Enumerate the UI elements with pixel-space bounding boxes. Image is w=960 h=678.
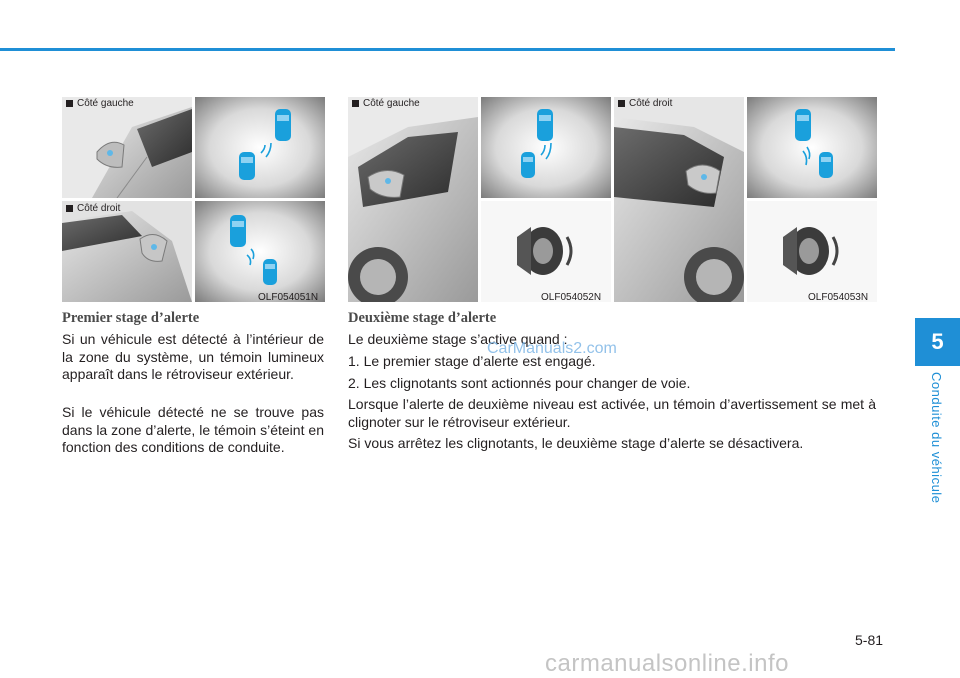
speaker-image-right: [747, 201, 877, 302]
figure-caption: Côté droit: [618, 98, 672, 109]
list-item: 1. Le premier stage d’alerte est engagé.: [348, 353, 596, 369]
mirror-illustration: [62, 97, 192, 198]
speaker-image-left: [481, 201, 611, 302]
detection-diagram-left: [195, 97, 325, 198]
paragraph: Si un véhicule est détecté à l’intérieur de la zone du système, un témoin lumineux apparaît dans le rétroviseur extérieur.: [62, 331, 324, 382]
paragraph: Si vous arrêtez les clignotants, le deuxième stage d’alerte se désactivera.: [348, 435, 804, 451]
vehicle-icon: [537, 109, 553, 141]
figure-code: OLF054053N: [808, 292, 869, 303]
warning-light-icon: [701, 174, 707, 180]
figure-caption: Côté gauche: [66, 98, 134, 109]
vehicle-icon: [819, 152, 833, 178]
detection-diagram-right: [195, 201, 325, 302]
vehicle-icon: [795, 109, 811, 141]
warning-light-icon: [107, 150, 113, 156]
vehicle-icon: [230, 215, 246, 247]
car-side-image-left: [348, 97, 478, 302]
page-number: 5-81: [855, 632, 884, 648]
watermark: CarManuals2.com: [487, 340, 617, 357]
figure-code: OLF054051N: [258, 292, 319, 303]
section-heading: Premier stage d’alerte: [62, 310, 200, 326]
figure-code: OLF054052N: [541, 292, 602, 303]
warning-light-icon: [385, 178, 391, 184]
top-rule: [0, 48, 895, 51]
detection-diagram-second-right: [747, 97, 877, 198]
list-item: 2. Les clignotants sont actionnés pour changer de voie.: [348, 375, 691, 391]
vehicle-icon: [275, 109, 291, 141]
figure-caption: Côté droit: [66, 203, 120, 214]
paragraph: Le deuxième stage s’active quand :: [348, 331, 568, 347]
chapter-tab: 5: [915, 318, 960, 366]
paragraph: Lorsque l’alerte de deuxième niveau est activée, un témoin d’avertissement se met à clignoter sur le rétroviseur extérieur.: [348, 396, 876, 430]
vehicle-icon: [521, 152, 535, 178]
mirror-image-left: [62, 97, 192, 198]
section-heading: Deuxième stage d’alerte: [348, 310, 497, 326]
watermark: carmanualsonline.info: [545, 650, 789, 677]
paragraph: Si le véhicule détecté ne se trouve pas dans la zone d’alerte, le témoin s’éteint en fonction des conditions de conduite.: [62, 404, 324, 455]
vehicle-icon: [239, 152, 255, 180]
mirror-image-right: [62, 201, 192, 302]
detection-diagram-second-left: [481, 97, 611, 198]
vehicle-icon: [263, 259, 277, 285]
warning-light-icon: [151, 244, 157, 250]
chapter-title: Conduite du véhicule: [929, 372, 944, 504]
car-side-image-right: [614, 97, 744, 302]
figure-caption: Côté gauche: [352, 98, 420, 109]
